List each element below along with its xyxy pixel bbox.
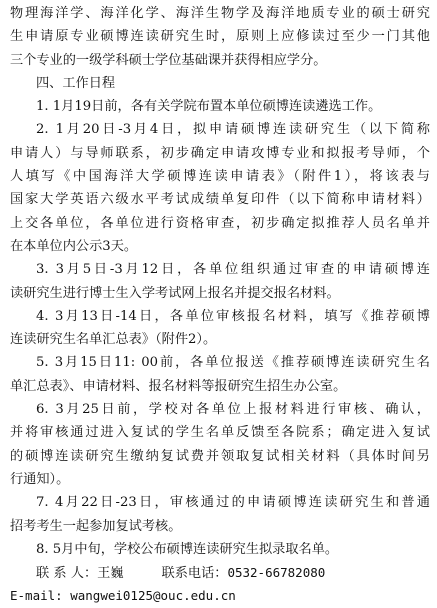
contact-phone-label: 联系电话： bbox=[161, 566, 228, 582]
document-body bbox=[10, 2, 430, 608]
intro-line: 三个专业的一级学科硕士学位基础课并获得相应学分。 bbox=[10, 52, 327, 68]
email-line bbox=[10, 584, 430, 607]
schedule-item: 5. 3月15日11: 00前，各单位报送《推荐硕博连读研究生名 bbox=[36, 355, 430, 371]
section-heading: 四、工作日程 bbox=[36, 75, 116, 91]
schedule-item-continuation: 申请人）与导师联系，初步确定申请攻博专业和拟报考导师，个 bbox=[10, 145, 430, 161]
schedule-item-continuation: 人填写《中国海洋大学硕博连读申请表》（附件1），将该表与 bbox=[10, 169, 430, 185]
schedule-item-continuation: 的硕博连读研究生缴纳复试费并领取复试相关材料（具体时间另 bbox=[10, 448, 430, 464]
contact-phone: 0532-66782080 bbox=[227, 565, 326, 581]
intro-line: 物理海洋学、海洋化学、海洋生物学及海洋地质专业的硕士研究 bbox=[10, 6, 430, 21]
schedule-item: 8. 5月中旬，学校公布硕博连读研究生拟录取名单。 bbox=[36, 541, 339, 557]
schedule-item-continuation: 国家大学英语六级水平考试成绩单复印件（以下简称申请材料） bbox=[10, 192, 430, 208]
email-label: E-mail: bbox=[10, 588, 71, 604]
email-address: wangwei0125@ouc.edu.cn bbox=[70, 588, 236, 604]
schedule-item-continuation: 单汇总表》、申请材料、报名材料等报研究生招生办公室。 bbox=[10, 378, 347, 394]
contact-person: 联 系 人：王巍 bbox=[36, 566, 124, 582]
schedule-item: 7. 4月22日-23日，审核通过的申请硕博连读研究生和普通 bbox=[36, 495, 430, 511]
schedule-item-continuation: 连读研究生名单汇总表》（附件2）。 bbox=[10, 332, 217, 348]
schedule-item-continuation: 上交各单位，各单位进行资格审查，初步确定拟推荐人员名单并 bbox=[10, 215, 430, 231]
schedule-item-continuation: 读研究生进行博士生入学考试网上报名并提交报名材料。 bbox=[10, 285, 340, 301]
intro-line: 生申请原专业硕博连读研究生时，原则上应修读过至少一门其他 bbox=[10, 29, 430, 45]
schedule-item-continuation: 并将审核通过进入复试的学生名单反馈至各院系；确定进入复试 bbox=[10, 425, 430, 441]
schedule-item-continuation: 招考考生一起参加复试考核。 bbox=[10, 518, 182, 534]
schedule-item-continuation: 行通知）。 bbox=[10, 471, 70, 487]
schedule-item: 4. 3月13日-14日，各单位审核报名材料，填写《推荐硕博 bbox=[36, 308, 430, 324]
schedule-item-continuation: 在本单位内公示3天。 bbox=[10, 238, 138, 254]
contact-line bbox=[10, 561, 430, 584]
schedule-item: 2. 1月20日-3月4日，拟申请硕博连读研究生（以下简称 bbox=[36, 122, 430, 138]
schedule-item: 1. 1月19日前，各有关学院布置本单位硕博连读遴选工作。 bbox=[36, 99, 382, 115]
schedule-item: 6. 3月25日前，学校对各单位上报材料进行审核、确认， bbox=[36, 402, 430, 418]
schedule-item: 3. 3月5日-3月12日，各单位组织通过审查的申请硕博连 bbox=[36, 262, 430, 278]
